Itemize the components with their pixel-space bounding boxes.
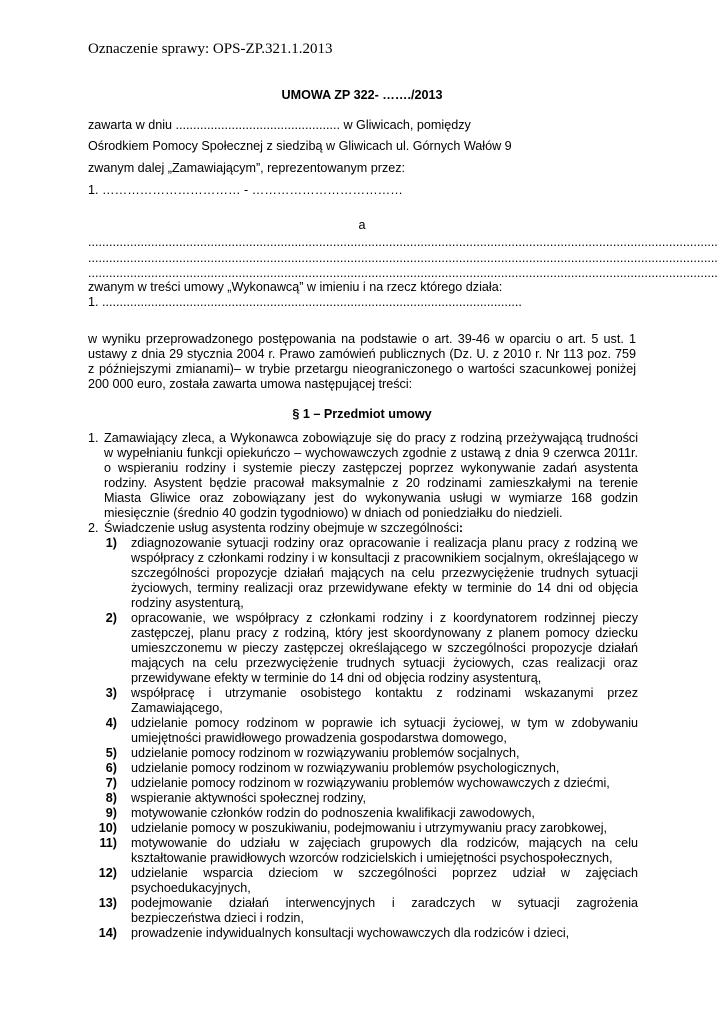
sub-item-number: 5)	[105, 746, 117, 760]
sub-item-text: prowadzenie indywidualnych konsultacji wychowawczych dla rodziców i dzieci,	[131, 926, 570, 940]
dotted-line-3: ....................................................................................................................................................................................	[88, 266, 718, 280]
sub-item-number: 7)	[105, 776, 117, 790]
main-list	[88, 431, 638, 941]
sub-item-number: 11)	[99, 836, 117, 850]
sub-item-text: udzielanie pomocy w poszukiwaniu, podejmowaniu i utrzymywaniu pracy zarobkowej,	[131, 821, 607, 835]
sub-list-item	[88, 821, 638, 836]
sub-list-item	[88, 686, 638, 716]
sub-item-text: zdiagnozowanie sytuacji rodziny oraz opracowanie i realizacja planu pracy z rodziną we współpracy z członkami rodziny i w konsultacji z pracownikiem socjalnym, określającego w szczególności propozycje działań mających na celu przezwyciężenie trudnych sytuacji życiowych, terminy realizacji oraz przewidywane efekty w terminie do 14 dni od objęcia rodziny asystenturą,	[131, 536, 638, 610]
client-line: zwanym dalej „Zamawiającym”, reprezentowanym przez:	[88, 161, 406, 175]
sub-item-text: udzielanie pomocy rodzinom w rozwiązywaniu problemów wychowawczych z dziećmi,	[131, 776, 610, 790]
sub-list-item	[88, 866, 638, 896]
sub-item-text: udzielanie pomocy rodzinom w poprawie ich sytuacji życiowej, w tym w zdobywaniu umiejętności prawidłowego prowadzenia gospodarstwa domowego,	[131, 716, 638, 745]
sub-item-text: udzielanie pomocy rodzinom w rozwiązywaniu problemów socjalnych,	[131, 746, 520, 760]
dotted-line-1: ....................................................................................................................................................................................	[88, 235, 718, 249]
sub-list-item	[88, 761, 638, 776]
sub-list-item	[88, 776, 638, 791]
contractor-rep-line: 1. ........................................................................................................................	[88, 295, 522, 309]
sub-item-number: 10)	[98, 821, 117, 835]
party1-line: Ośrodkiem Pomocy Społecznej z siedzibą w Gliwicach ul. Górnych Wałów 9	[88, 139, 512, 153]
sub-item-text: podejmowanie działań interwencyjnych i zaradczych w sytuacji zagrożenia bezpieczeństwa dzieci i rodzin,	[131, 896, 638, 925]
list-item	[88, 521, 638, 536]
sub-list-item	[88, 791, 638, 806]
sub-item-text: wspieranie aktywności społecznej rodziny,	[131, 791, 366, 805]
sub-item-number: 13)	[98, 896, 117, 910]
item-colon: :	[458, 521, 464, 535]
sub-list	[88, 536, 638, 941]
item-text: Świadczenie usług asystenta rodziny obejmuje w szczególności	[104, 521, 459, 535]
sub-item-text: motywowanie do udziału w zajęciach grupowych dla rodziców, mających na celu kształtowanie prawidłowych wzorców rodzicielskich i umiejętności psychospołecznych,	[131, 836, 638, 865]
sub-item-number: 2)	[105, 611, 117, 625]
sub-item-number: 9)	[105, 806, 117, 820]
sub-item-number: 6)	[105, 761, 117, 775]
sub-item-number: 12)	[98, 866, 117, 880]
sub-item-number: 3)	[105, 686, 117, 700]
item-number: 1.	[88, 431, 99, 445]
sub-list-item	[88, 806, 638, 821]
sub-list-item	[88, 611, 638, 686]
section-1-title: § 1 – Przedmiot umowy	[292, 407, 432, 421]
representative-line: 1. …………………………… - ………………………………	[88, 183, 403, 197]
sub-item-number: 14)	[98, 926, 117, 940]
sub-list-item	[88, 926, 638, 941]
case-reference: Oznaczenie sprawy: OPS-ZP.321.1.2013	[88, 41, 333, 57]
item-number: 2.	[88, 521, 99, 535]
preamble-paragraph: w wyniku przeprowadzonego postępowania na podstawie o art. 39-46 w oparciu o art. 5 ust. 1 ustawy z dnia 29 stycznia 2004 r. Prawo zamówień publicznych (Dz. U. z 2010 r. Nr 113 poz. 759 z późniejszymi zmianami)– w trybie przetargu nieograniczonego o wartości szacunkowej poniżej 200 000 euro, została zawarta umowa następującej treści:	[88, 332, 636, 391]
sub-list-item	[88, 836, 638, 866]
sub-item-text: opracowanie, we współpracy z członkami rodziny i z koordynatorem rodzinnej pieczy zastępczej, planu pracy z rodziną, który jest skoordynowany z planem pomocy dziecku umieszczonemu w pieczy zastępczej określającego w szczególności propozycje działań mających na celu przezwyciężenie trudnych sytuacji życiowych, czas realizacji oraz przewidywane efekty w terminie do 14 dni od objęcia rodziny asystenturą,	[131, 611, 638, 685]
sub-item-text: współpracę i utrzymanie osobistego kontaktu z rodzinami wskazanymi przez Zamawiającego,	[131, 686, 638, 715]
sub-item-number: 1)	[105, 536, 117, 550]
sub-list-item	[88, 536, 638, 611]
sub-item-text: motywowanie członków rodzin do podnoszenia kwalifikacji zawodowych,	[131, 806, 535, 820]
contractor-line: zwanym w treści umowy „Wykonawcą” w imieniu i na rzecz którego działa:	[88, 280, 503, 294]
list-item	[88, 431, 638, 521]
contract-title: UMOWA ZP 322- ……./2013	[281, 88, 443, 102]
sub-list-item	[88, 896, 638, 926]
sub-item-text: udzielanie wsparcia dzieciom w szczególności poprzez udział w zajęciach psychoedukacyjnych,	[131, 866, 638, 895]
sub-item-number: 8)	[105, 791, 117, 805]
dotted-line-2: ....................................................................................................................................................................................	[88, 251, 718, 265]
sub-item-text: udzielanie pomocy rodzinom w rozwiązywaniu problemów psychologicznych,	[131, 761, 560, 775]
sub-list-item	[88, 746, 638, 761]
and-separator: a	[358, 218, 366, 232]
item-text: Zamawiający zleca, a Wykonawca zobowiązuje się do pracy z rodziną przeżywającą trudności w wypełnianiu funkcji opiekuńczo – wychowawczych zgodnie z ustawą z dnia 9 czerwca 2011r. o wspieraniu rodziny i systemie pieczy zastępczej poprzez wykonywanie zadań asystenta rodziny. Asystent będzie pracował maksymalnie z 20 rodzinami zamieszkałymi na terenie Miasta Gliwice oraz zobowiązany jest do wykonywania usługi w wymiarze 168 godzin miesięcznie (średnio 40 godzin tygodniowo) w dniach od poniedziałku do niedzieli.	[104, 431, 638, 520]
sub-list-item	[88, 716, 638, 746]
sub-item-number: 4)	[105, 716, 117, 730]
concluded-line: zawarta w dniu ............................................... w Gliwicach, pomiędzy	[88, 118, 471, 132]
